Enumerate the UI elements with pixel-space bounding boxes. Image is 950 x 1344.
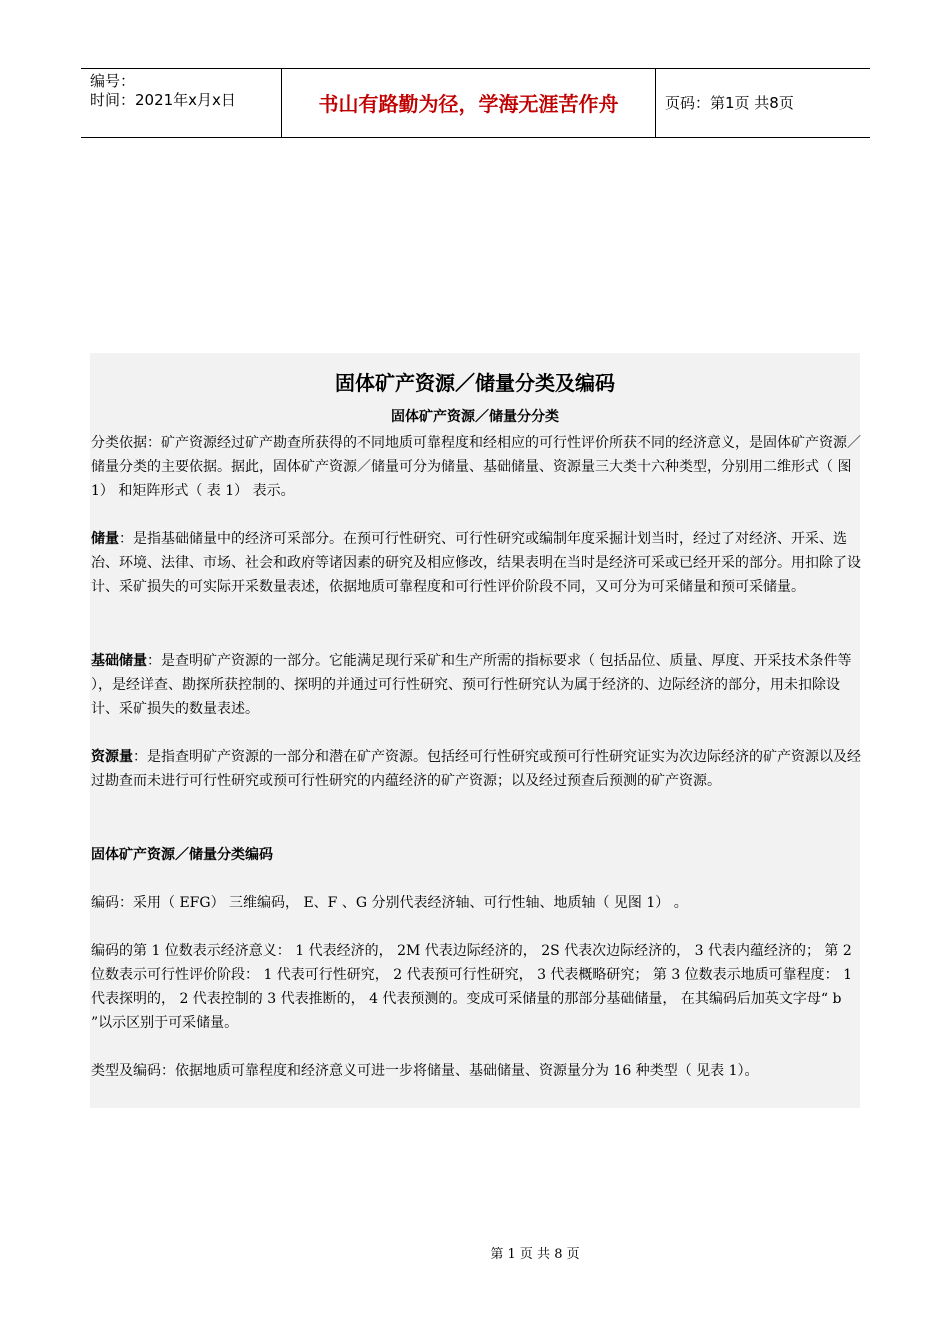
- resources-term: 资源量: [91, 749, 133, 765]
- coding-heading: 固体矿产资源／储量分类编码: [91, 847, 273, 863]
- page-footer: 第 1 页 共 8 页: [490, 1247, 580, 1262]
- base-reserves-paragraph: [91, 649, 861, 721]
- resources-paragraph: [91, 745, 861, 793]
- page-title: 固体矿产资源／储量分类及编码: [335, 371, 615, 395]
- coding-digits-paragraph: 编码的第 1 位数表示经济意义： 1 代表经济的， 2M 代表边际经济的， 2S 代表次边际经济的， 3 代表内蕴经济的； 第 2 位数表示可行性评价阶段： 1 代表可行性研究， 2 代表预可行性研究， 3 代表概略研究； 第 3 位数表示地质可靠程度： 1 代表探明的， 2 代表控制的 3 代表推断的， 4 代表预测的。变成可采储量的那部分基础储量， 在其编码后加英文字母“ b ”以示区别于可采储量。: [91, 943, 853, 1031]
- basis-paragraph: 分类依据：矿产资源经过矿产勘查所获得的不同地质可靠程度和经相应的可行性评价所获不同的经济意义，是固体矿产资源／储量分类的主要依据。据此，固体矿产资源／储量可分为储量、基础储量、资源量三大类十六种类型，分别用二维形式（ 图 1） 和矩阵形式（ 表 1） 表示。: [91, 435, 861, 499]
- document-body: [90, 353, 860, 1108]
- number-label: 编号：: [90, 72, 136, 90]
- base-reserves-text: ：是查明矿产资源的一部分。它能满足现行采矿和生产所需的指标要求（ 包括品位、质量、厚度、开采技术条件等 ），是经详查、勘探所获控制的、探明的并通过可行性研究、预可行性研究认为属于经济的、边际经济的部分，用未扣除设计、采矿损失的数量表述。: [91, 653, 852, 717]
- header-page-cell: [655, 69, 870, 137]
- reserves-term: 储量: [91, 531, 119, 547]
- reserves-text: ：是指基础储量中的经济可采部分。在预可行性研究、可行性研究或编制年度采掘计划当时，经过了对经济、开采、选冶、环境、法律、市场、社会和政府等诸因素的研究及相应修改，结果表明在当时是经济可采或已经开采的部分。用扣除了设计、采矿损失的可实际开采数量表述，依据地质可靠程度和可行性评价阶段不同，又可分为可采储量和预可采储量。: [91, 531, 861, 595]
- page-code: 页码：第1页 共8页: [665, 94, 794, 112]
- slogan: 书山有路勤为径，学海无涯苦作舟: [318, 92, 619, 116]
- base-reserves-term: 基础储量: [91, 653, 147, 669]
- header-slogan-cell: [281, 69, 656, 137]
- document-header: [81, 68, 870, 138]
- reserves-paragraph: [91, 527, 861, 599]
- section-subtitle: 固体矿产资源／储量分分类: [391, 409, 559, 425]
- time-label: 时间：2021年x月x日: [90, 91, 236, 109]
- coding-paragraph: 编码：采用（ EFG） 三维编码， E、F 、G 分别代表经济轴、可行性轴、地质轴（ 见图 1） 。: [91, 895, 688, 911]
- header-info-cell: [81, 69, 281, 137]
- resources-text: ：是指查明矿产资源的一部分和潜在矿产资源。包括经可行性研究或预可行性研究证实为次边际经济的矿产资源以及经过勘查而未进行可行性研究或预可行性研究的内蕴经济的矿产资源；以及经过预查后预测的矿产资源。: [91, 749, 861, 789]
- types-paragraph: 类型及编码：依据地质可靠程度和经济意义可进一步将储量、基础储量、资源量分为 16 种类型（ 见表 1）。: [91, 1063, 759, 1079]
